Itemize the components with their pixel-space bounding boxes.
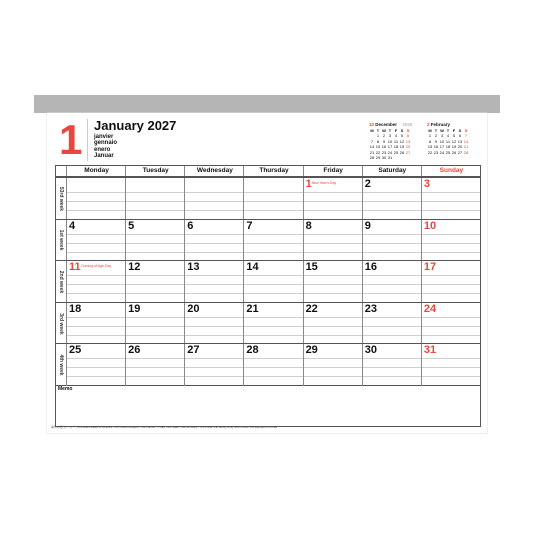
mini-day: 22 (427, 149, 433, 155)
mini-day: 22 (375, 149, 381, 155)
day-cell[interactable] (184, 344, 243, 386)
mini-calendar-prev (369, 122, 413, 160)
month-number: 1 (59, 116, 83, 163)
mini-weekday: M (428, 128, 432, 133)
day-cell[interactable] (125, 303, 184, 345)
mini-day: 30 (381, 154, 387, 160)
mini-day: 2 (434, 133, 438, 139)
day-number: 14 (246, 261, 259, 274)
mini-day: 12 (399, 138, 405, 144)
mini-calendar-prev-title: 12 December 2026 (369, 122, 413, 127)
mini-day: 24 (439, 149, 445, 155)
mini-day: 13 (405, 138, 411, 144)
day-cell[interactable] (303, 344, 362, 386)
week-label: 2nd week (58, 270, 64, 294)
mini-weekday: M (370, 128, 374, 133)
month-grid (55, 165, 481, 386)
mini-day: 10 (387, 138, 393, 144)
mini-calendar-next (427, 122, 471, 155)
week-label: 53rd week (58, 186, 64, 211)
day-cell[interactable] (125, 220, 184, 262)
day-cell[interactable] (243, 303, 302, 345)
mini-weekday: T (434, 128, 438, 133)
mini-day: 3 (388, 133, 392, 139)
mini-day: 7 (370, 138, 374, 144)
mini-day: 25 (445, 149, 451, 155)
day-number: 25 (69, 344, 82, 357)
mini-day: 4 (446, 133, 450, 139)
mini-day: 13 (457, 138, 463, 144)
week-label: 1st week (58, 229, 64, 251)
mini-day: 8 (428, 138, 432, 144)
day-cell[interactable] (303, 178, 362, 220)
day-cell[interactable] (66, 261, 125, 303)
day-cell[interactable] (303, 303, 362, 345)
day-cell[interactable] (125, 261, 184, 303)
day-cell[interactable] (362, 220, 421, 262)
mini-weekday: W (440, 128, 444, 133)
mini-day: 11 (393, 138, 399, 144)
mini-day: 15 (375, 144, 381, 150)
weekday-header: Monday (66, 166, 126, 176)
mini-day: 8 (376, 138, 380, 144)
day-cell[interactable] (303, 261, 362, 303)
mini-day: 21 (463, 144, 469, 150)
day-number: 18 (69, 302, 82, 315)
day-cell[interactable] (362, 261, 421, 303)
translation-fr: janvier (94, 134, 114, 140)
mini-day: 25 (393, 149, 399, 155)
mini-day: 14 (463, 138, 469, 144)
mini-day: 26 (399, 149, 405, 155)
day-number: 30 (364, 344, 377, 357)
mini-day: 1 (428, 133, 432, 139)
translation-es: enero (94, 146, 111, 153)
mini-day: 19 (399, 144, 405, 150)
holiday-label: New Year's Day (311, 180, 337, 185)
day-number: 16 (364, 261, 377, 274)
mini-weekday: T (446, 128, 450, 133)
day-number: 24 (423, 302, 437, 315)
week-row (56, 177, 480, 220)
day-cell[interactable] (303, 220, 362, 262)
day-number: 17 (423, 261, 437, 274)
memo-area[interactable] (55, 384, 481, 427)
day-number: 19 (128, 302, 141, 315)
header-divider (87, 119, 88, 161)
day-number: 4 (69, 219, 76, 232)
mini-day: 4 (394, 133, 398, 139)
mini-day: 26 (451, 149, 457, 155)
day-number: 10 (423, 219, 437, 232)
footer-note: 海外の祝日について:US:United States of America / UK:United Kingdom / FR:France / IT:Italy / ES:Spain / DE:Germany / CN:China / HK:Hong Kong SAR China / KR:Republic of Korea (51, 425, 277, 429)
day-cell[interactable] (66, 220, 125, 262)
day-cell[interactable] (184, 303, 243, 345)
mini-weekday: S (400, 128, 404, 133)
day-number: 2 (364, 178, 371, 190)
week-row (56, 302, 480, 345)
day-number: 21 (246, 302, 259, 315)
mini-day: 20 (457, 144, 463, 150)
day-number: 8 (305, 219, 312, 232)
day-cell[interactable] (421, 261, 480, 303)
weekday-header: Thursday (243, 166, 303, 176)
mini-day: 18 (445, 144, 451, 150)
mini-day: 17 (439, 144, 445, 150)
day-cell[interactable] (243, 344, 302, 386)
mini-day: 9 (382, 138, 386, 144)
mini-day: 11 (445, 138, 451, 144)
top-binding-bar (34, 95, 500, 113)
mini-day: 29 (375, 154, 381, 160)
day-number: 6 (187, 219, 194, 232)
day-cell[interactable] (362, 303, 421, 345)
mini-day: 6 (458, 133, 462, 139)
mini-day: 21 (369, 149, 375, 155)
day-cell[interactable] (243, 220, 302, 262)
translation-it: gennaio (94, 140, 118, 147)
weekday-header: Wednesday (184, 166, 244, 176)
day-number: 12 (128, 261, 141, 274)
holiday-label: Coming of Age Day (81, 263, 112, 268)
mini-day: 23 (433, 149, 439, 155)
day-cell[interactable] (66, 303, 125, 345)
mini-weekday: S (406, 128, 410, 133)
day-cell[interactable] (66, 344, 125, 386)
day-number: 13 (187, 261, 200, 274)
day-number: 20 (187, 302, 200, 315)
day-number: 15 (305, 261, 318, 274)
day-number: 29 (305, 344, 318, 357)
week-label: 3rd week (58, 312, 64, 335)
mini-day: 12 (451, 138, 457, 144)
day-cell[interactable] (184, 178, 243, 220)
weekday-header: Sunday (421, 166, 481, 176)
day-cell[interactable] (362, 178, 421, 220)
mini-day: 16 (381, 144, 387, 150)
month-translations (94, 134, 117, 159)
mini-calendar-next-title: 2 February (427, 122, 451, 127)
mini-day: 3 (440, 133, 444, 139)
mini-weekday: F (452, 128, 456, 133)
mini-day: 28 (463, 149, 469, 155)
mini-day: 18 (393, 144, 399, 150)
day-cell[interactable] (243, 178, 302, 220)
mini-day (405, 155, 411, 160)
day-number: 11 (69, 261, 81, 274)
mini-weekday: S (464, 128, 468, 133)
day-cell[interactable] (362, 344, 421, 386)
day-cell[interactable] (243, 261, 302, 303)
day-number: 28 (246, 344, 259, 357)
mini-day: 23 (381, 149, 387, 155)
mini-day: 31 (387, 154, 393, 160)
mini-calendar-prev-grid (369, 128, 413, 160)
mini-weekday: F (394, 128, 398, 133)
mini-calendar-next-grid (427, 128, 471, 155)
mini-day: 5 (400, 133, 404, 139)
day-number: 7 (246, 219, 253, 232)
mini-day: 6 (406, 133, 410, 139)
mini-day: 9 (434, 138, 438, 144)
mini-day: 27 (405, 149, 411, 155)
mini-day: 19 (451, 144, 457, 150)
mini-day: 17 (387, 144, 393, 150)
mini-day: 2 (382, 133, 386, 139)
mini-weekday: S (458, 128, 462, 133)
day-number: 5 (128, 219, 135, 232)
day-cell[interactable] (125, 344, 184, 386)
mini-weekday: T (376, 128, 380, 133)
week-row (56, 260, 480, 303)
mini-day: 16 (433, 144, 439, 150)
mini-day: 27 (457, 149, 463, 155)
day-cell[interactable] (184, 261, 243, 303)
mini-day: 14 (369, 144, 375, 150)
day-number: 22 (305, 302, 318, 315)
mini-day: 24 (387, 149, 393, 155)
week-row (56, 343, 480, 386)
day-number: 26 (128, 344, 141, 357)
mini-day: 5 (452, 133, 456, 139)
day-cell[interactable] (421, 303, 480, 345)
day-cell[interactable] (421, 344, 480, 386)
day-cell[interactable] (421, 178, 480, 220)
month-title: January 2027 (94, 118, 177, 133)
week-row (56, 219, 480, 262)
day-cell[interactable] (66, 178, 125, 220)
day-number: 27 (187, 344, 200, 357)
day-cell[interactable] (184, 220, 243, 262)
day-cell[interactable] (125, 178, 184, 220)
day-number: 31 (423, 344, 437, 357)
mini-day: 20 (405, 144, 411, 150)
day-cell[interactable] (421, 220, 480, 262)
mini-day: 10 (439, 138, 445, 144)
mini-weekday: T (388, 128, 392, 133)
day-number: 1 (305, 178, 312, 190)
day-number: 9 (364, 219, 371, 232)
calendar-sheet (47, 113, 487, 433)
weekday-header: Friday (303, 166, 363, 176)
weekday-header: Tuesday (125, 166, 185, 176)
mini-day: 28 (369, 154, 375, 160)
day-number: 23 (364, 302, 377, 315)
mini-day: 1 (376, 133, 380, 139)
day-number: 3 (423, 178, 430, 190)
memo-label: Memo (58, 386, 73, 392)
translation-de: Januar (94, 152, 114, 159)
mini-weekday: W (382, 128, 386, 133)
weekday-header: Saturday (362, 166, 422, 176)
week-label: 4th week (58, 354, 64, 376)
mini-day: 15 (427, 144, 433, 150)
mini-day: 7 (464, 133, 468, 139)
